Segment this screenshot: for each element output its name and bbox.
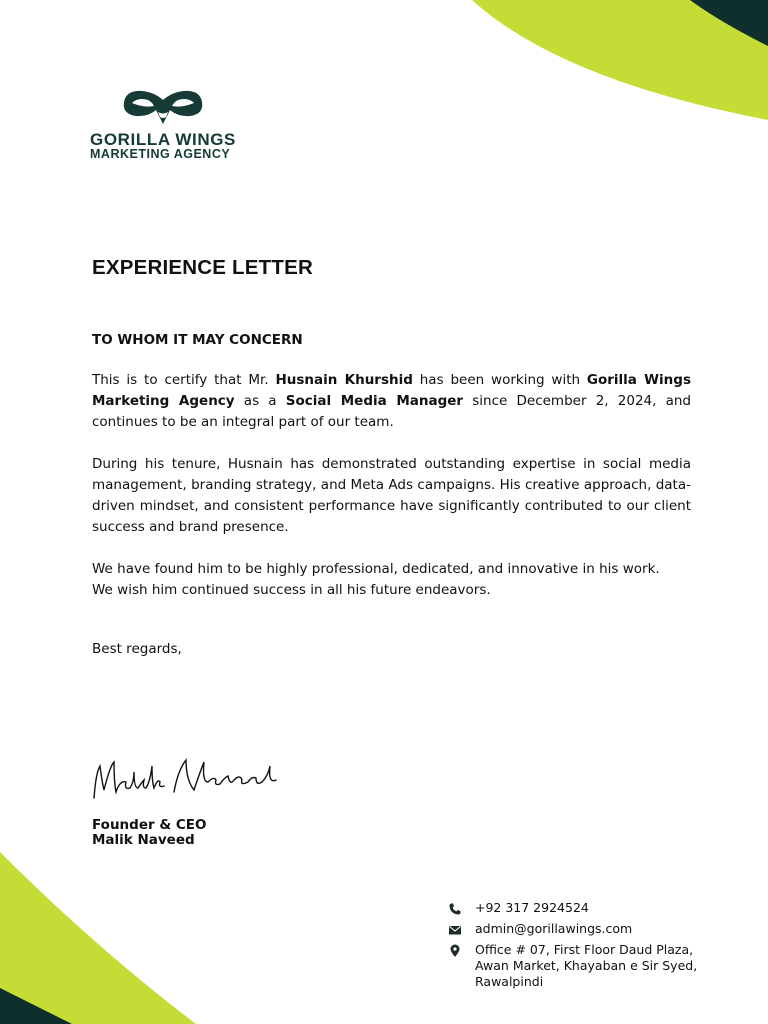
employee-name: Husnain Khurshid — [275, 372, 413, 388]
wishes-line-2: We wish him continued success in all his future endeavors. — [92, 582, 491, 598]
phone-number: +92 317 2924524 — [475, 900, 589, 915]
handwritten-signature — [90, 752, 285, 808]
office-address — [475, 942, 697, 990]
contact-email — [448, 921, 708, 937]
salutation: TO WHOM IT MAY CONCERN — [92, 332, 303, 348]
logo-wordmark: GORILLA WINGS — [90, 130, 236, 149]
p1-text-2: has been working with — [412, 372, 587, 388]
logo-tagline: MARKETING AGENCY — [90, 147, 231, 161]
top-right-dark-corner — [690, 0, 768, 46]
contact-block — [448, 900, 708, 995]
paragraph-tenure: During his tenure, Husnain has demonstrated outstanding expertise in social media management, branding strategy, and Meta Ads campaigns. His creative approach, data-driven mindset, and consistent performance have significantly contributed to our client success and brand presence. — [92, 456, 691, 535]
address-line-2: Awan Market, Khayaban e Sir Syed, — [475, 958, 698, 973]
paragraph-certification — [92, 370, 691, 433]
signer-block — [92, 818, 206, 848]
contact-address — [448, 942, 708, 990]
letter-title: EXPERIENCE LETTER — [92, 256, 313, 279]
wishes-line-1: We have found him to be highly professional, dedicated, and innovative in his work. — [92, 561, 660, 577]
address-line-3: Rawalpindi — [475, 974, 544, 989]
signer-name: Malik Naveed — [92, 832, 195, 848]
phone-icon — [448, 902, 462, 916]
bottom-left-dark-corner — [0, 988, 72, 1024]
top-right-lime-swoosh — [472, 0, 768, 120]
employee-role: Social Media Manager — [285, 393, 464, 409]
company-logo — [90, 86, 252, 160]
contact-phone — [448, 900, 708, 916]
map-pin-icon — [448, 944, 462, 958]
address-line-1: Office # 07, First Floor Daud Plaza, — [475, 942, 694, 957]
closing: Best regards, — [92, 641, 182, 657]
email-address: admin@gorillawings.com — [475, 921, 633, 936]
bottom-left-lime-swoosh — [0, 852, 196, 1024]
paragraph-wishes — [92, 559, 691, 601]
p1-text-3: as a — [234, 393, 286, 409]
signer-title: Founder & CEO — [92, 817, 207, 833]
p1-text-1: This is to certify that Mr. — [92, 372, 276, 388]
p1-text-4: since December 2, 2024, and continues to be an integral part of our team. — [92, 393, 691, 430]
envelope-icon — [448, 923, 462, 937]
company-name: Gorilla Wings Marketing Agency — [92, 372, 691, 409]
gorilla-logo-icon — [118, 86, 208, 126]
